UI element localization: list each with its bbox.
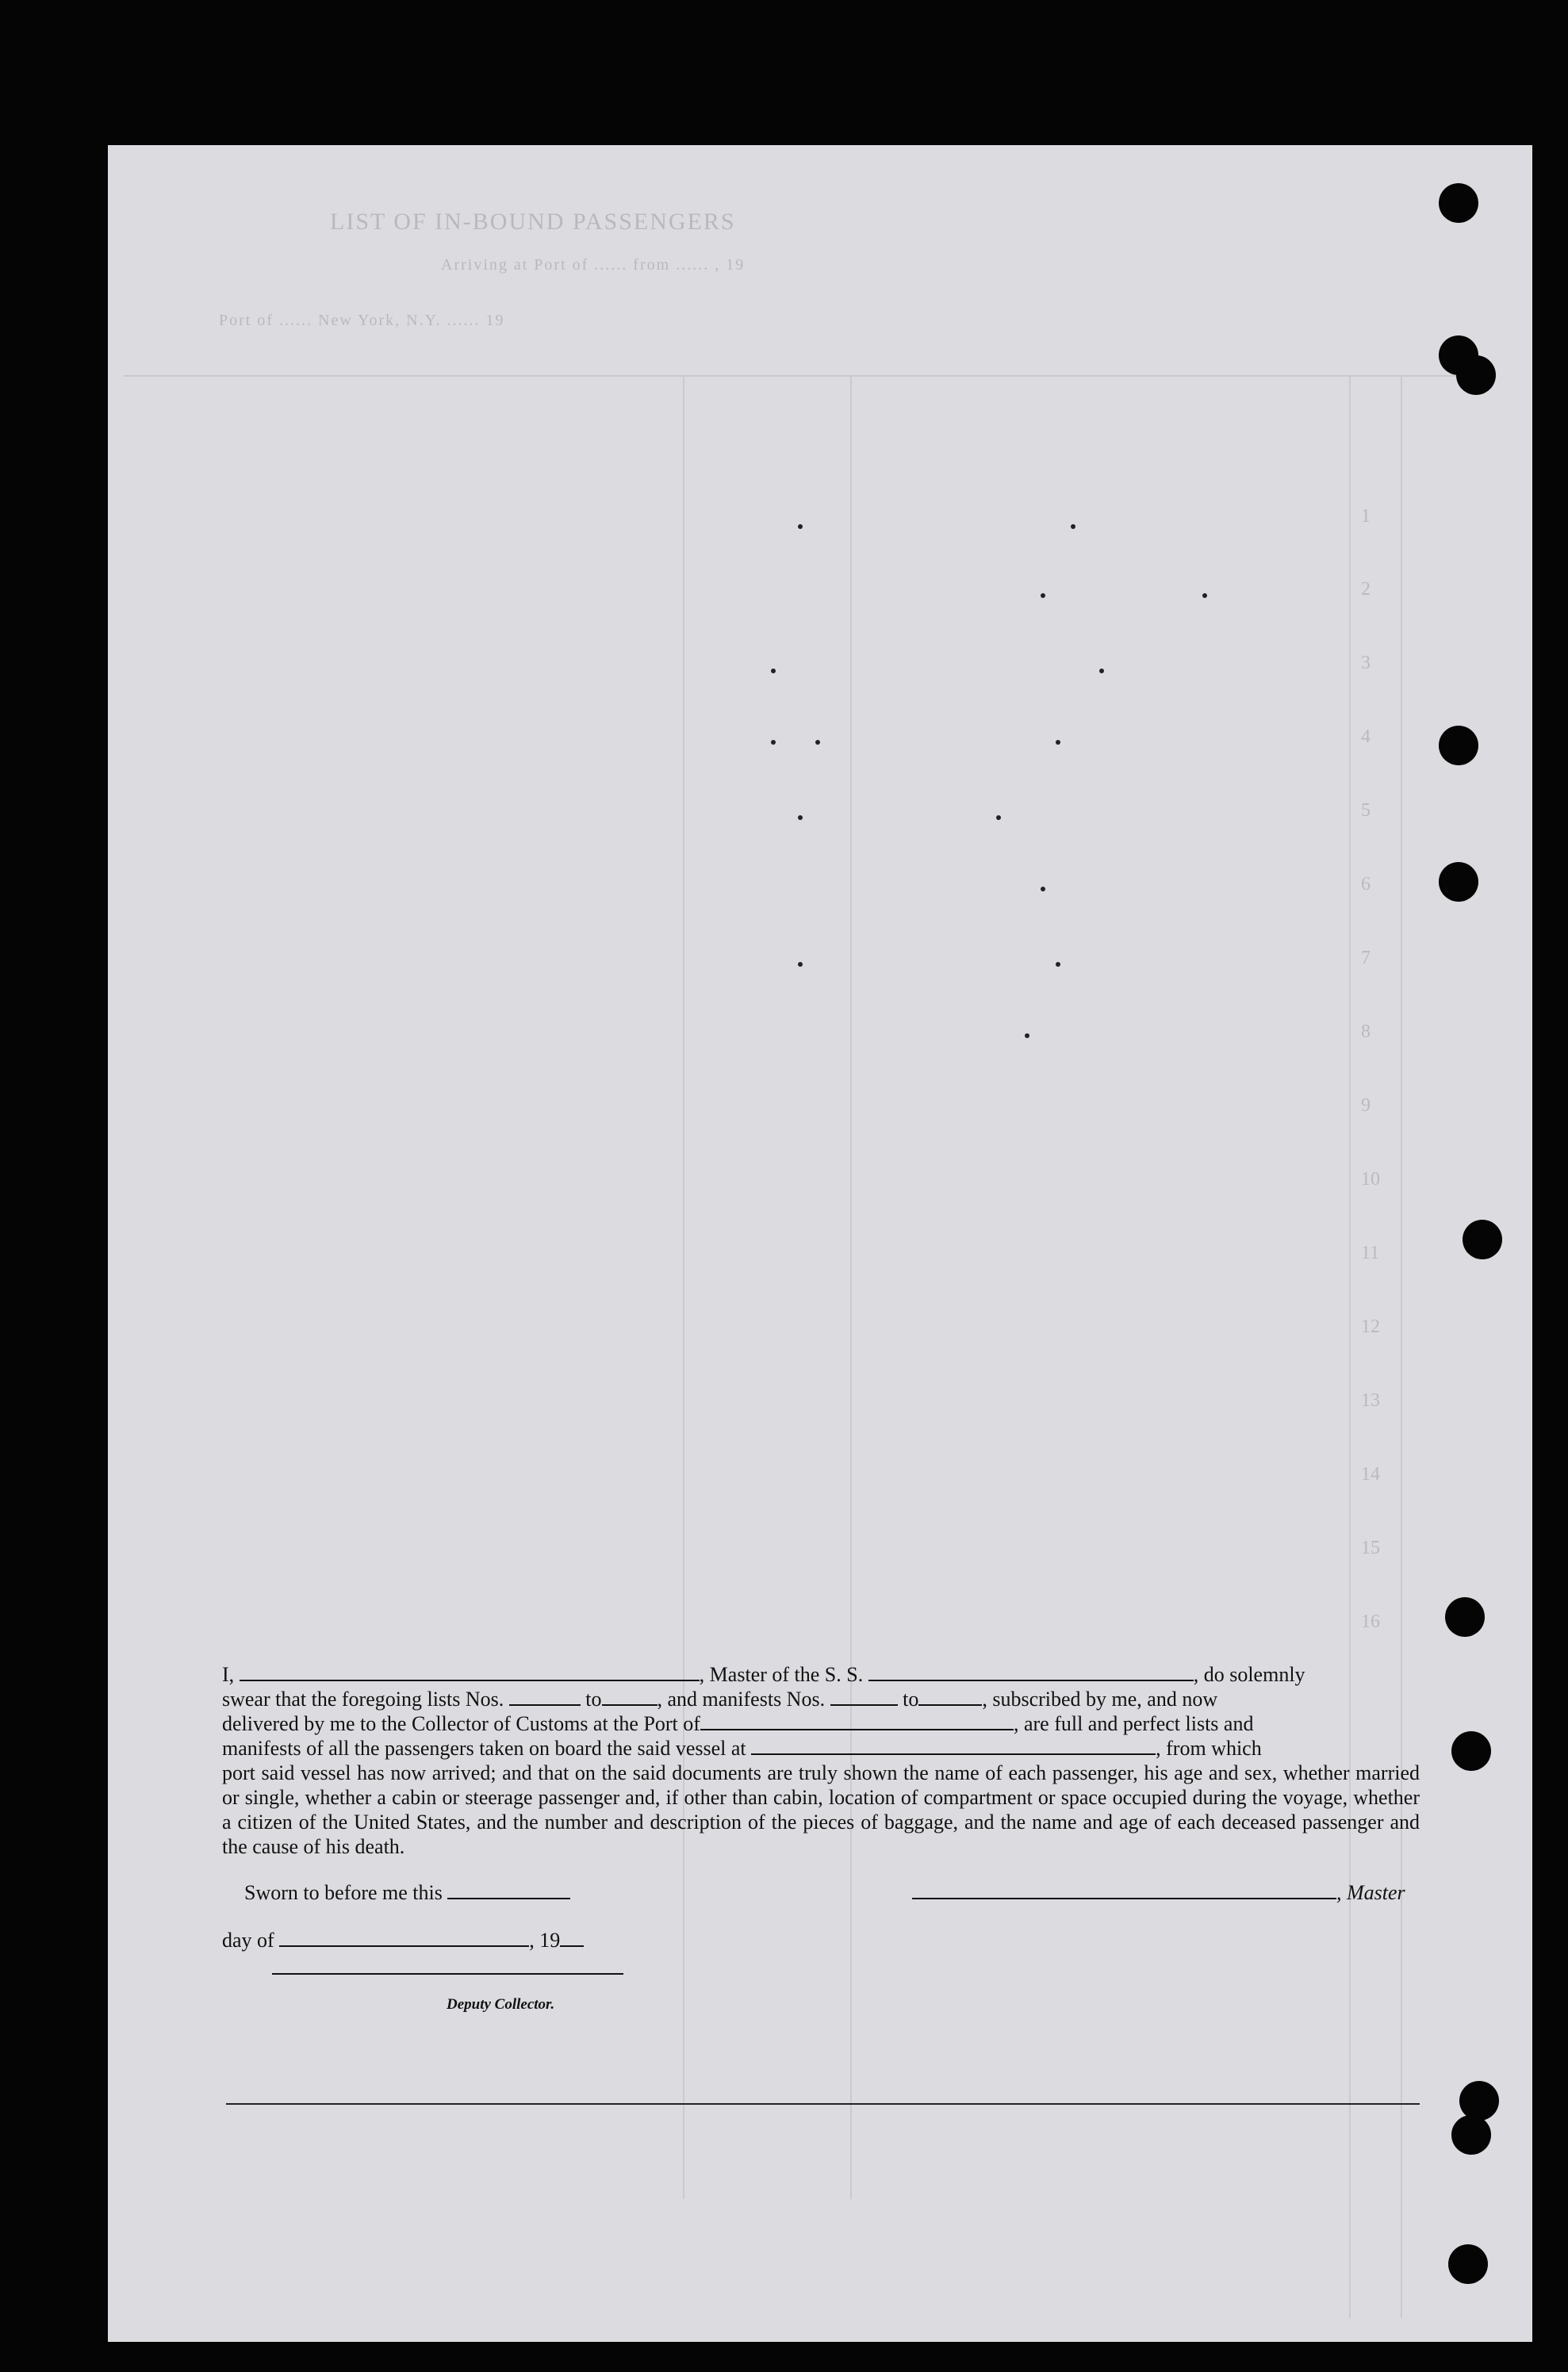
- ink-dot: [1099, 669, 1104, 673]
- master-signature-line: [912, 1881, 1405, 1905]
- punch-hole: [1451, 1731, 1491, 1771]
- port-blank: [700, 1711, 1014, 1730]
- table-column-rule: [1401, 375, 1402, 2318]
- table-column-rule: [850, 375, 852, 2199]
- ink-dot: [1041, 593, 1045, 598]
- oath-to-2: to: [903, 1688, 919, 1711]
- ink-dot: [771, 669, 776, 673]
- row-number: 1: [1361, 506, 1371, 527]
- month-blank: [279, 1929, 529, 1947]
- form-page: [108, 145, 1532, 2342]
- oath-full-perfect: , are full and perfect lists and: [1013, 1712, 1254, 1735]
- row-number: 13: [1361, 1390, 1380, 1411]
- ink-dot: [1056, 740, 1060, 745]
- manifest-to-blank: [918, 1687, 982, 1706]
- oath-body: port said vessel has now arrived; and that on the said documents are truly shown the name of each passenger, his age and sex, whether married or single, whether a cabin or steerage passenger and, if other than cabin, location of compartment or space occupied during the voyage, whether a citizen of the United States, and the number and description of the pieces of baggage, and the name and age of each deceased passenger and the cause of his death.: [222, 1761, 1420, 1858]
- ink-dot: [1202, 593, 1207, 598]
- deputy-collector-label: Deputy Collector.: [447, 1996, 555, 2013]
- sworn-line: [244, 1881, 570, 1905]
- row-number: 12: [1361, 1316, 1380, 1337]
- row-number: 8: [1361, 1021, 1371, 1042]
- master-signature-blank: [912, 1882, 1336, 1899]
- oath-from-which: , from which: [1156, 1737, 1262, 1760]
- row-number: 4: [1361, 726, 1371, 747]
- ink-dot: [1056, 962, 1060, 967]
- day-of-label: day of: [222, 1929, 274, 1952]
- punch-hole: [1439, 726, 1478, 765]
- faint-departure-line: Arriving at Port of ...... from ...... , 19: [441, 256, 746, 274]
- ship-name-blank: [868, 1662, 1194, 1681]
- row-number: 5: [1361, 800, 1371, 821]
- ink-dot: [996, 815, 1001, 820]
- row-number: 3: [1361, 653, 1371, 673]
- oath-manifests-line: manifests of all the passengers taken on board the said vessel at: [222, 1737, 746, 1760]
- punch-hole: [1459, 2081, 1499, 2121]
- row-number: 6: [1361, 874, 1371, 895]
- oath-i: I,: [222, 1663, 235, 1686]
- ink-dot: [1071, 524, 1075, 529]
- row-number: 9: [1361, 1095, 1371, 1116]
- ink-dot: [798, 815, 803, 820]
- row-number: 10: [1361, 1169, 1380, 1190]
- ink-dot: [1041, 887, 1045, 891]
- oath-swear: swear that the foregoing lists Nos.: [222, 1688, 504, 1711]
- faint-port-line: Port of ...... New York, N.Y. ...... 19: [219, 312, 505, 329]
- faint-header-title: LIST OF IN-BOUND PASSENGERS: [330, 209, 736, 235]
- day-of-line: [222, 1929, 584, 1952]
- year-blank: [560, 1929, 584, 1947]
- master-name-blank: [240, 1662, 700, 1681]
- oath-delivered: delivered by me to the Collector of Customs at the Port of: [222, 1712, 700, 1735]
- sworn-label: Sworn to before me this: [244, 1881, 443, 1904]
- ink-dot: [798, 962, 803, 967]
- manifest-from-blank: [830, 1687, 898, 1706]
- ink-dot: [798, 524, 803, 529]
- deputy-signature-blank: [272, 1973, 623, 1975]
- ink-dot: [771, 740, 776, 745]
- oath-master-of: , Master of the S. S.: [699, 1663, 864, 1686]
- row-number: 14: [1361, 1464, 1380, 1485]
- punch-hole: [1445, 1597, 1485, 1637]
- list-from-blank: [509, 1687, 581, 1706]
- master-label: , Master: [1336, 1881, 1405, 1904]
- row-number: 7: [1361, 948, 1371, 968]
- row-number: 15: [1361, 1538, 1380, 1558]
- ink-dot: [1025, 1033, 1029, 1038]
- list-to-blank: [602, 1687, 657, 1706]
- oath-to-1: to: [585, 1688, 602, 1711]
- origin-port-blank: [751, 1736, 1156, 1755]
- oath-and-manifests: , and manifests Nos.: [657, 1688, 826, 1711]
- punch-hole: [1439, 862, 1478, 902]
- punch-hole: [1451, 2115, 1491, 2155]
- sworn-day-blank: [447, 1882, 570, 1899]
- punch-hole: [1456, 355, 1496, 395]
- table-column-rule: [1349, 375, 1351, 2318]
- oath-subscribed: , subscribed by me, and now: [982, 1688, 1218, 1711]
- table-top-rule: [124, 375, 1472, 377]
- ink-dot: [815, 740, 820, 745]
- table-column-rule: [683, 375, 684, 2199]
- punch-hole: [1439, 183, 1478, 223]
- row-number: 2: [1361, 579, 1371, 600]
- oath-do-solemnly: , do solemnly: [1193, 1663, 1305, 1686]
- punch-hole: [1463, 1220, 1502, 1259]
- row-number: 16: [1361, 1611, 1380, 1632]
- form-bottom-rule: [226, 2103, 1420, 2105]
- punch-hole: [1448, 2244, 1488, 2284]
- row-number: 11: [1361, 1243, 1380, 1263]
- year-prefix: , 19: [529, 1929, 561, 1952]
- oath-paragraph: [222, 1662, 1420, 1859]
